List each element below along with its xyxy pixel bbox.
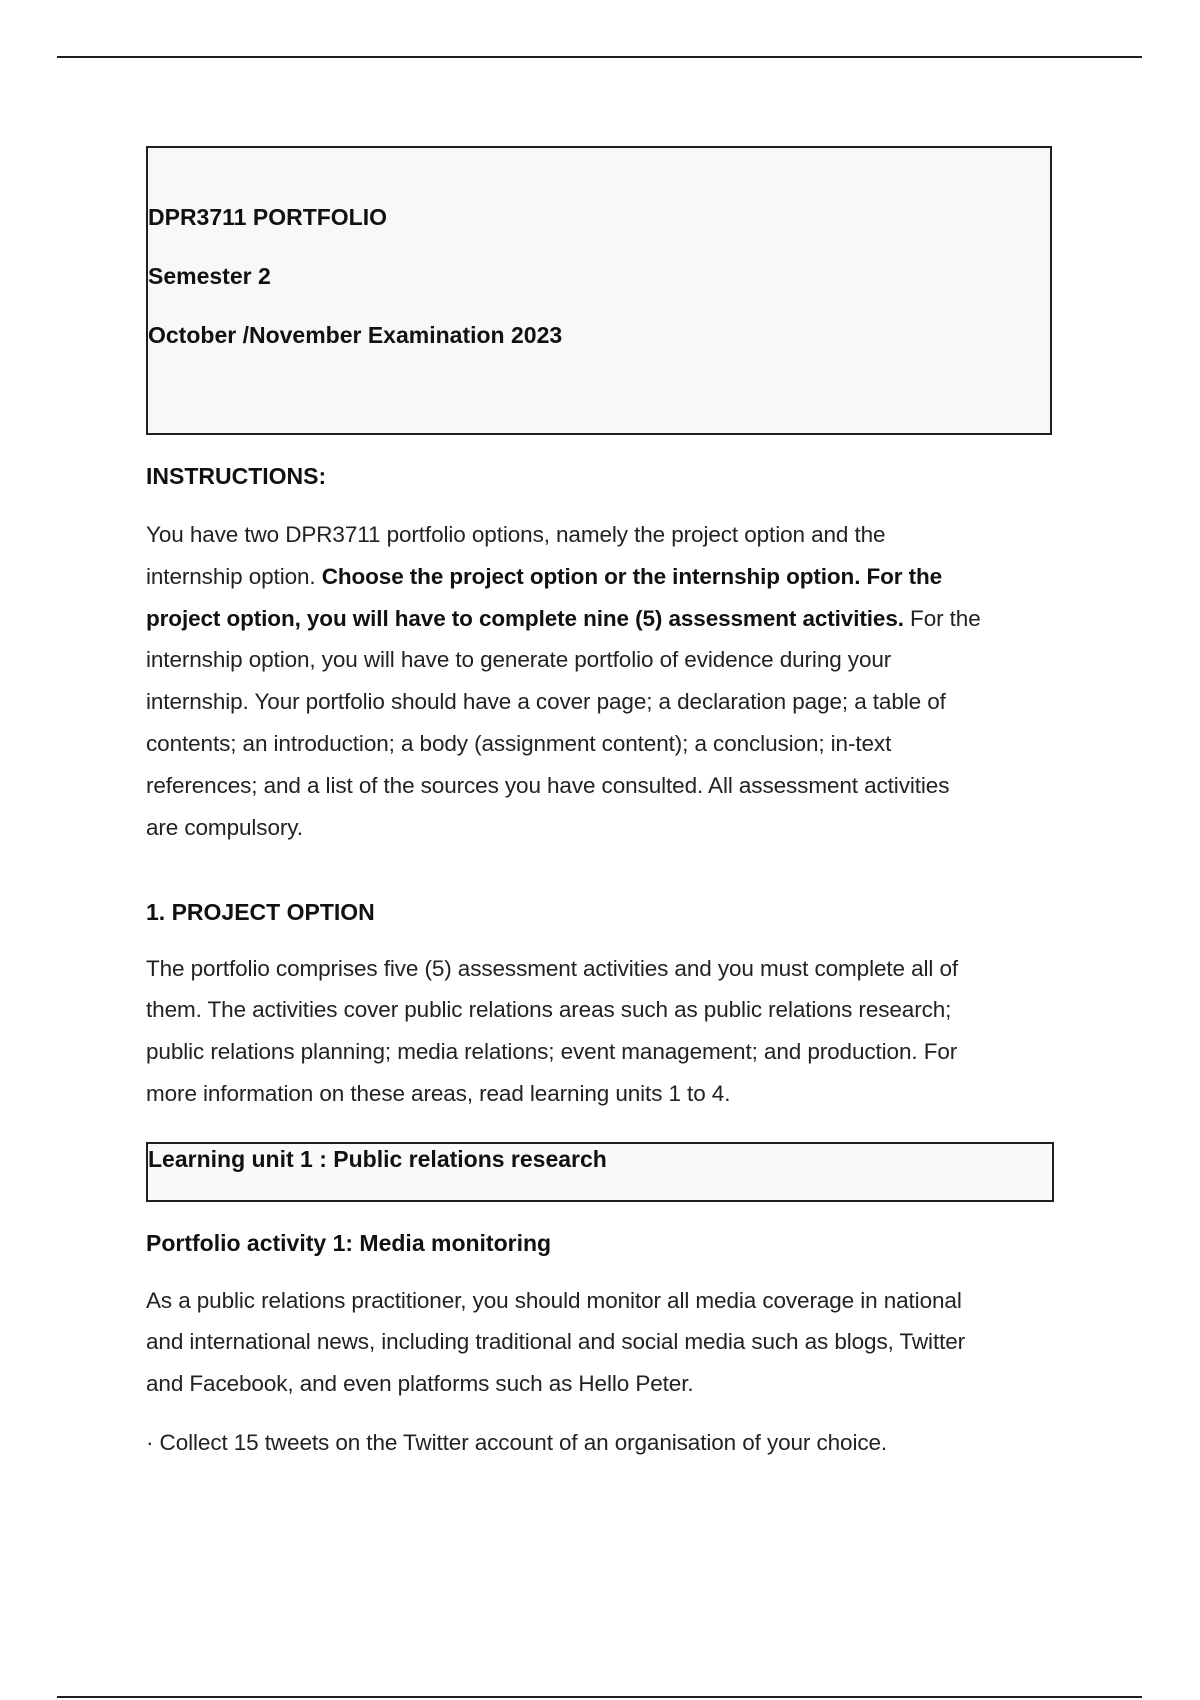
instructions-line — [146, 689, 946, 715]
exam-period-label: October /November Examination 2023 — [148, 322, 563, 348]
emphasized-text: Choose the project option or the internship option. For the — [321, 563, 943, 589]
top-rule — [57, 56, 1142, 58]
activity-1-heading: Portfolio activity 1: Media monitoring — [146, 1230, 552, 1256]
learning-unit-box — [146, 1142, 1054, 1202]
project-option-line: them. The activities cover public relations areas such as public relations research; — [146, 997, 952, 1022]
instructions-line — [146, 815, 303, 841]
text-run: internship option. — [146, 563, 322, 589]
text-run: You have two DPR3711 portfolio options, namely the project option and the — [146, 522, 886, 547]
instructions-line — [146, 564, 942, 590]
project-option-heading: 1. PROJECT OPTION — [146, 899, 375, 925]
activity-1-line: and international news, including traditional and social media such as blogs, Twitter — [146, 1329, 966, 1354]
text-run: internship option, you will have to generate portfolio of evidence during your — [146, 647, 892, 673]
instructions-line — [146, 606, 981, 632]
document-title: DPR3711 PORTFOLIO — [148, 204, 388, 230]
semester-label: Semester 2 — [148, 263, 271, 289]
instructions-heading: INSTRUCTIONS: — [146, 463, 327, 489]
text-run: are compulsory. — [146, 814, 303, 840]
learning-unit-title: Learning unit 1 : Public relations research — [148, 1146, 607, 1172]
bottom-rule — [57, 1696, 1142, 1698]
text-run: internship. Your portfolio should have a cover page; a declaration page; a table of — [146, 689, 946, 715]
activity-1-bullet: · Collect 15 tweets on the Twitter account of an organisation of your choice. — [146, 1430, 888, 1455]
instructions-line — [146, 522, 885, 548]
activity-1-line: and Facebook, and even platforms such as Hello Peter. — [146, 1371, 694, 1396]
text-run: For the — [903, 605, 981, 631]
activity-1-line: As a public relations practitioner, you should monitor all media coverage in national — [146, 1288, 962, 1313]
instructions-line — [146, 731, 891, 757]
emphasized-text: project option, you will have to complete nine (5) assessment activities. — [146, 605, 904, 631]
text-run: references; and a list of the sources you have consulted. All assessment activities — [146, 772, 950, 798]
project-option-line: more information on these areas, read learning units 1 to 4. — [146, 1081, 731, 1106]
project-option-line: public relations planning; media relations; event management; and production. For — [146, 1039, 958, 1064]
cover-header-box — [146, 146, 1052, 435]
project-option-line: The portfolio comprises five (5) assessment activities and you must complete all of — [146, 956, 959, 981]
instructions-line — [146, 647, 891, 673]
text-run: contents; an introduction; a body (assignment content); a conclusion; in-text — [146, 731, 892, 756]
instructions-line — [146, 773, 949, 799]
